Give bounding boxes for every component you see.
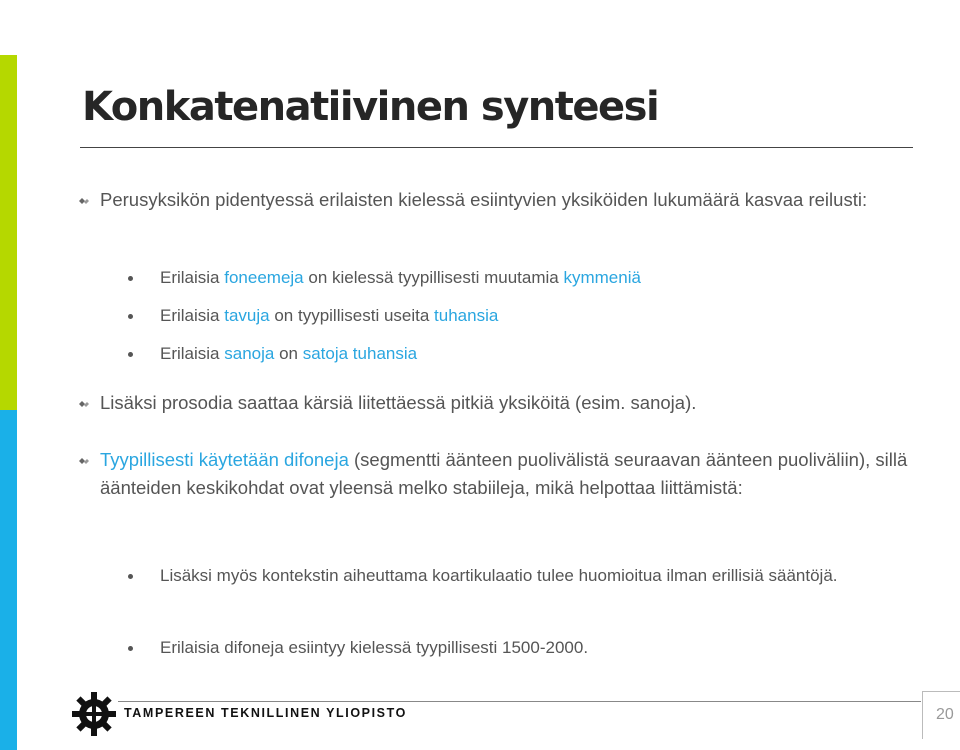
dot-bullet-icon — [128, 574, 133, 579]
bullet-2-text: Lisäksi prosodia saattaa kärsiä liitettäessä pitkiä yksiköitä (esim. sanoja). — [100, 392, 697, 413]
footer-divider — [118, 701, 921, 702]
left-blue-bar — [0, 410, 17, 750]
bullet-3 — [78, 446, 948, 502]
slide-title: Konkatenatiivinen synteesi — [82, 84, 659, 130]
bullet-marker-icon — [78, 456, 90, 466]
dot-bullet-icon — [128, 352, 133, 357]
highlight: Tyypillisesti käytetään difoneja — [100, 449, 349, 470]
bullet-marker-icon — [78, 399, 90, 409]
dot-bullet-icon — [128, 314, 133, 319]
highlight: tavuja — [224, 306, 270, 325]
title-divider — [80, 147, 913, 148]
highlight: foneemeja — [224, 268, 304, 287]
bullet-1-text: Perusyksikön pidentyessä erilaisten kielessä esiintyvien yksiköiden lukumäärä kasvaa reilusti: — [100, 189, 868, 210]
dot-bullet-icon — [128, 646, 133, 651]
left-green-bar — [0, 55, 17, 410]
sub-bullet-3-1: Lisäksi myös kontekstin aiheuttama koartikulaatio tulee huomioitua ilman erillisiä sääntöjä. — [128, 563, 928, 589]
bullet-marker-icon — [78, 196, 90, 206]
bullet-2 — [78, 389, 948, 417]
dot-bullet-icon — [128, 276, 133, 281]
page-number: 20 — [936, 706, 954, 723]
highlight: tuhansia — [434, 306, 499, 325]
sub-bullet-1-2: Erilaisia tavuja on tyypillisesti useita tuhansia — [128, 303, 928, 329]
bullet-1 — [78, 186, 948, 214]
highlight: sanoja — [224, 344, 275, 363]
university-logo-icon — [70, 690, 118, 738]
sub-bullet-1-1: Erilaisia foneemeja on kielessä tyypillisesti muutamia kymmeniä — [128, 265, 928, 291]
sub-bullet-3-2: Erilaisia difoneja esiintyy kielessä tyypillisesti 1500-2000. — [128, 635, 928, 661]
university-name: TAMPEREEN TEKNILLINEN YLIOPISTO — [124, 706, 407, 720]
highlight: kymmeniä — [563, 268, 641, 287]
highlight: satoja tuhansia — [302, 344, 418, 363]
bullet-3-text: Tyypillisesti käytetään difoneja (segmentti äänteen puolivälistä seuraavan äänteen puoliväliin), sillä äänteiden keskikohdat ovat yleensä melko stabiileja, mikä helpottaa liittämistä: — [100, 449, 908, 498]
sub-bullet-1-3: Erilaisia sanoja on satoja tuhansia — [128, 341, 928, 367]
